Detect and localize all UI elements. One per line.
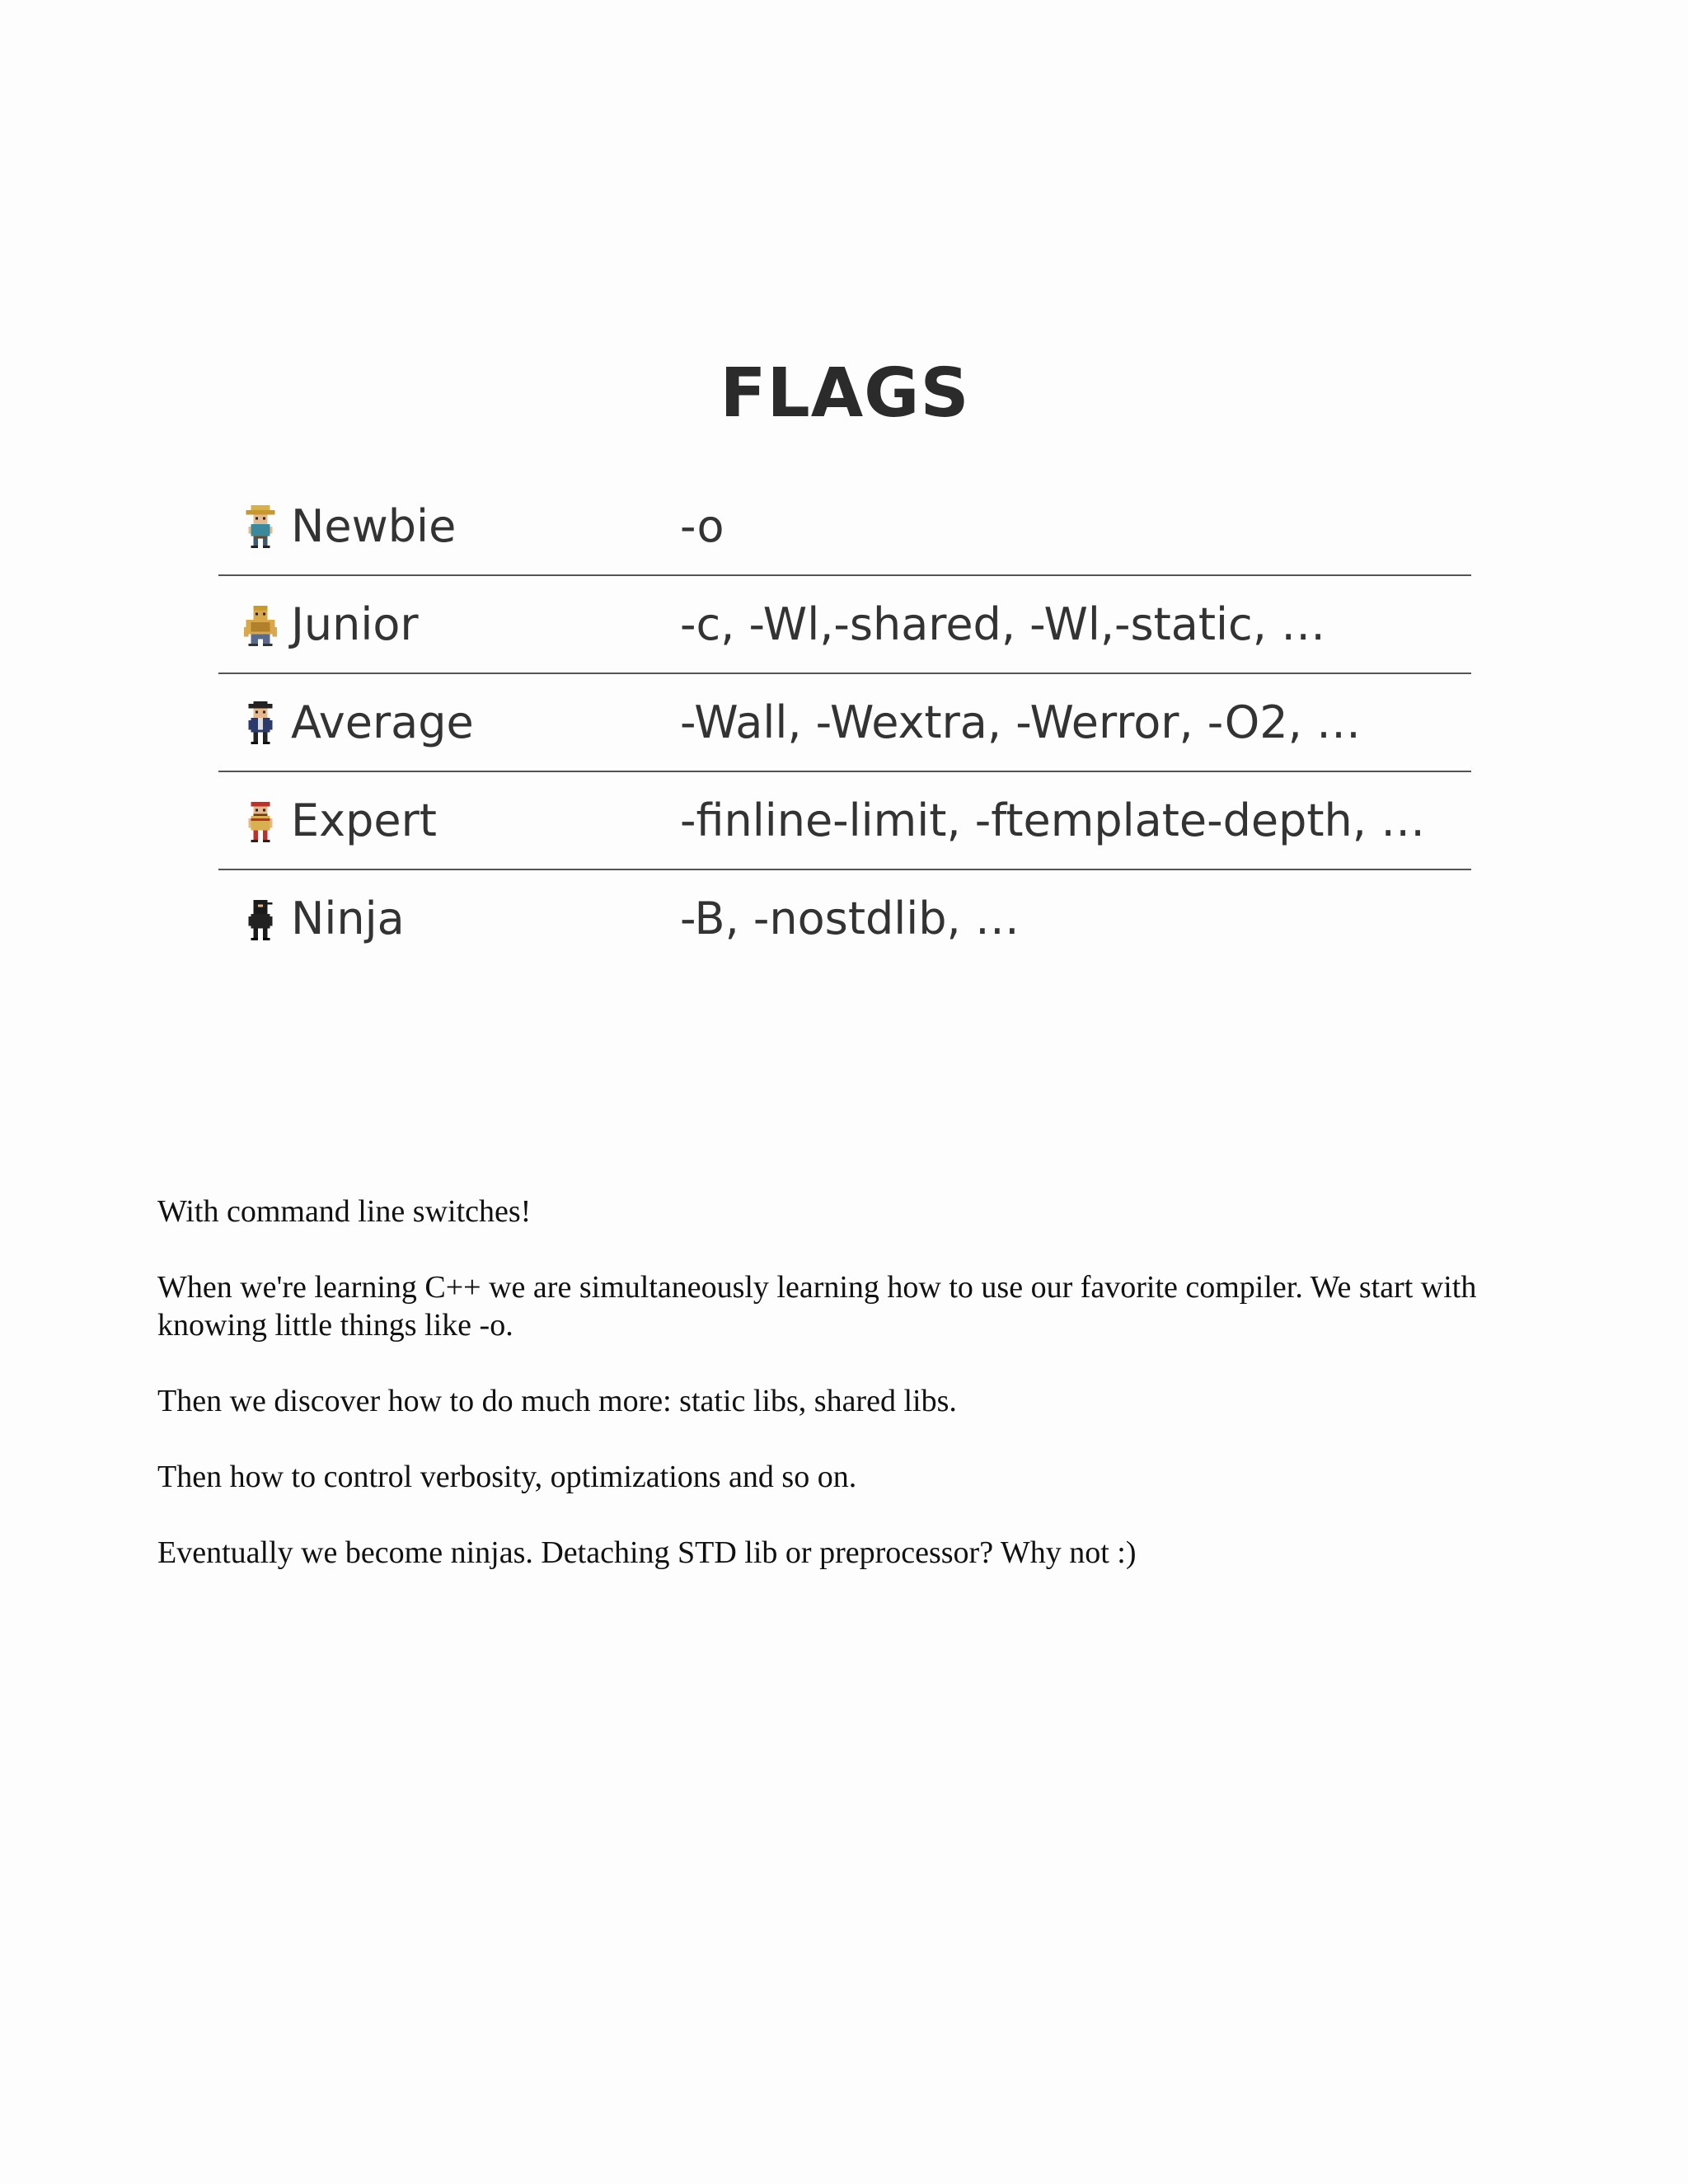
flags-slide (157, 313, 1533, 989)
level-cell (243, 674, 474, 771)
table-row-newbie (218, 478, 1471, 576)
level-label: Expert (291, 794, 437, 846)
level-cell (243, 870, 405, 967)
level-label: Ninja (291, 893, 405, 944)
table-row-expert (218, 772, 1471, 870)
slide-title: FLAGS (720, 354, 970, 433)
paragraph: When we're learning C++ we are simultaneously learning how to use our favorite compiler. We start with knowing little things like -o. (157, 1270, 1477, 1343)
expert-avatar-icon (243, 799, 278, 842)
level-label: Newbie (291, 500, 457, 552)
paragraph: Eventually we become ninjas. Detaching STD lib or preprocessor? Why not :) (157, 1535, 1137, 1570)
level-label: Junior (291, 598, 419, 650)
paragraph: With command line switches! (157, 1194, 532, 1229)
junior-avatar-icon (243, 603, 278, 646)
flags-cell: -Wall, -Wextra, -Werror, -O2, … (680, 696, 1361, 748)
body-text (157, 1193, 1526, 1610)
flags-cell: -B, -nostdlib, … (680, 893, 1020, 944)
flags-cell: -o (680, 500, 724, 552)
table-row-ninja (218, 870, 1471, 967)
table-row-average (218, 674, 1471, 772)
level-cell (243, 576, 419, 673)
paragraph: Then we discover how to do much more: static libs, shared libs. (157, 1384, 957, 1418)
flags-cell: -c, -Wl,-shared, -Wl,-static, … (680, 598, 1326, 650)
level-cell (243, 772, 437, 869)
average-avatar-icon (243, 701, 278, 744)
level-cell (243, 478, 456, 574)
flags-cell: -finline-limit, -ftemplate-depth, … (680, 794, 1426, 846)
newbie-avatar-icon (243, 505, 278, 548)
paragraph: Then how to control verbosity, optimizations and so on. (157, 1460, 857, 1494)
level-label: Average (291, 696, 474, 748)
table-row-junior (218, 576, 1471, 674)
flags-table (218, 478, 1471, 967)
ninja-avatar-icon (243, 898, 278, 940)
